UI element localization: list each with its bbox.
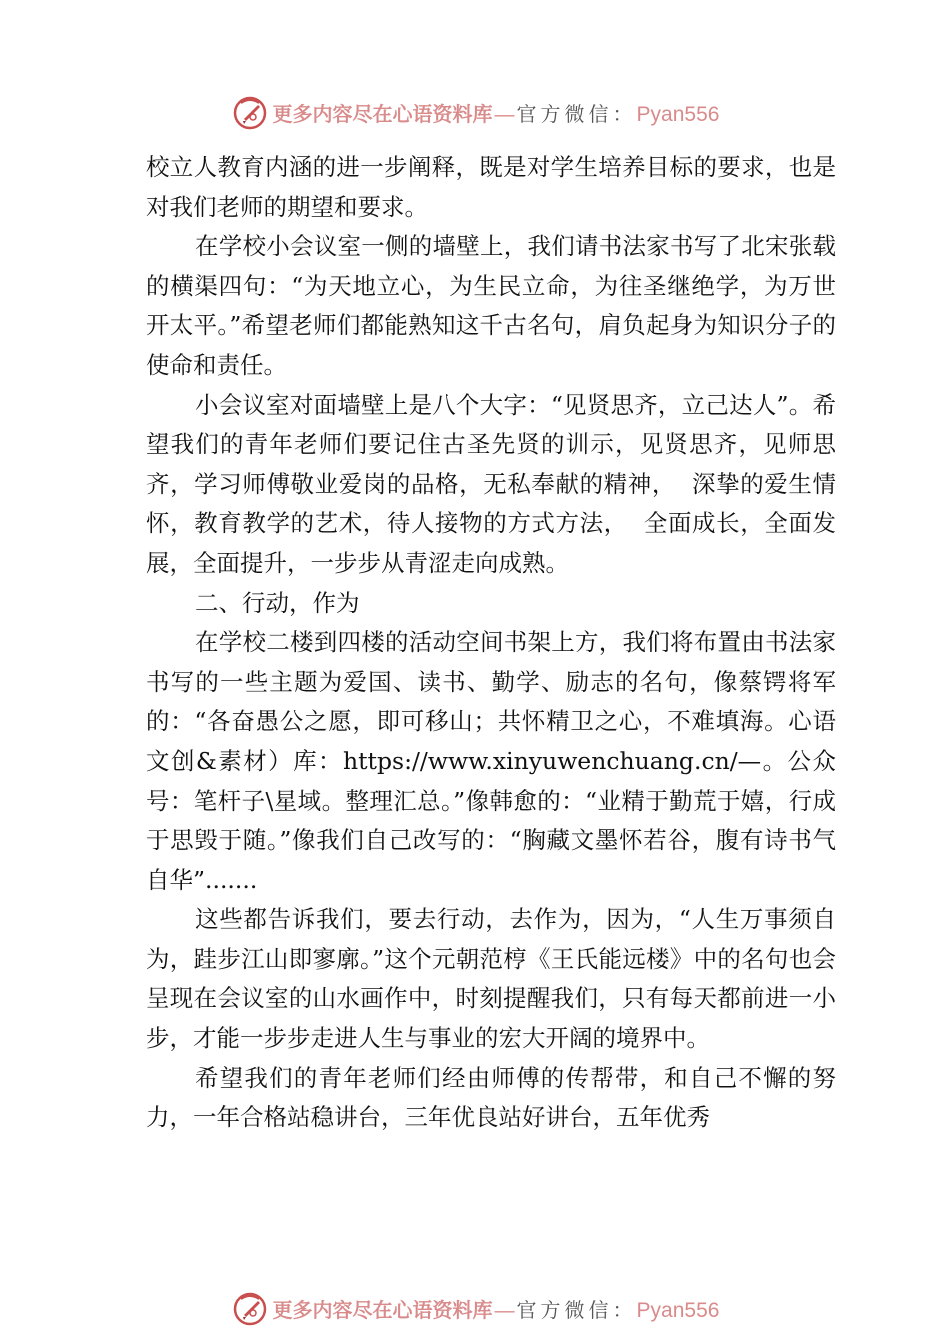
banner-site-name: 更多内容尽在心语资料库 [272, 101, 493, 126]
banner-wechat-label: 官方微信： [516, 1297, 637, 1322]
banner-dash: — [494, 103, 515, 126]
paragraph-4: 在学校二楼到四楼的活动空间书架上方，我们将布置由书法家书写的一些主题为爱国、读书、勤学、励志的名句，像蔡锷将军的：“各奋愚公之愿，即可移山；共怀精卫之心，不难填海。心语文创&素材）库：https://www.xinyuwenchuang.cn/—。公众号：笔杆子\星域。整理汇总。”像韩愈的：“业精于勤荒于嬉，行成于思毁于随。”像我们自己改写的：“胸藏文墨怀若谷，腹有诗书气自华”....... [146, 628, 836, 894]
section-heading: 二、行动，作为 [195, 588, 360, 617]
banner-dash: — [494, 1299, 515, 1322]
logo-seal-icon [231, 93, 269, 131]
paragraph-6: 希望我们的青年老师们经由师傅的传帮带，和自己不懈的努力，一年合格站稳讲台，三年优良站好讲台，五年优秀 [146, 1063, 836, 1132]
banner-site-name: 更多内容尽在心语资料库 [272, 1297, 493, 1322]
banner-text [273, 98, 720, 127]
banner-text [273, 1294, 720, 1323]
footer-banner [0, 1288, 950, 1328]
logo-seal-icon [231, 1289, 269, 1327]
banner-wechat-id: Pyan556 [636, 102, 720, 126]
paragraph-3: 小会议室对面墙壁上是八个大字：“见贤思齐，立己达人”。希望我们的青年老师们要记住古圣先贤的训示，见贤思齐，见师思齐，学习师傅敬业爱岗的品格，无私奉献的精神， 深挚的爱生情怀，教育教学的艺术，待人接物的方式方法， 全面成长，全面发展，全面提升，一步步从青涩走向成熟。 [146, 390, 836, 577]
paragraph-5: 这些都告诉我们，要去行动，去作为，因为，“人生万事须自为，跬步江山即寥廓。”这个元朝范梈《王氏能远楼》中的名句也会呈现在会议室的山水画作中，时刻提醒我们，只有每天都前进一小步，才能一步步走进人生与事业的宏大开阔的境界中。 [146, 905, 836, 1053]
header-banner [0, 92, 950, 132]
banner-wechat-id: Pyan556 [636, 1298, 720, 1322]
paragraph-2: 在学校小会议室一侧的墙壁上，我们请书法家书写了北宋张载的横渠四句：“为天地立心，为生民立命，为往圣继绝学，为万世开太平。”希望老师们都能熟知这千古名句，肩负起身为知识分子的使命和责任。 [146, 232, 836, 379]
banner-wechat-label: 官方微信： [516, 101, 637, 126]
document-body [146, 148, 836, 1138]
paragraph-1: 校立人教育内涵的进一步阐释，既是对学生培养目标的要求，也是对我们老师的期望和要求。 [146, 153, 836, 221]
